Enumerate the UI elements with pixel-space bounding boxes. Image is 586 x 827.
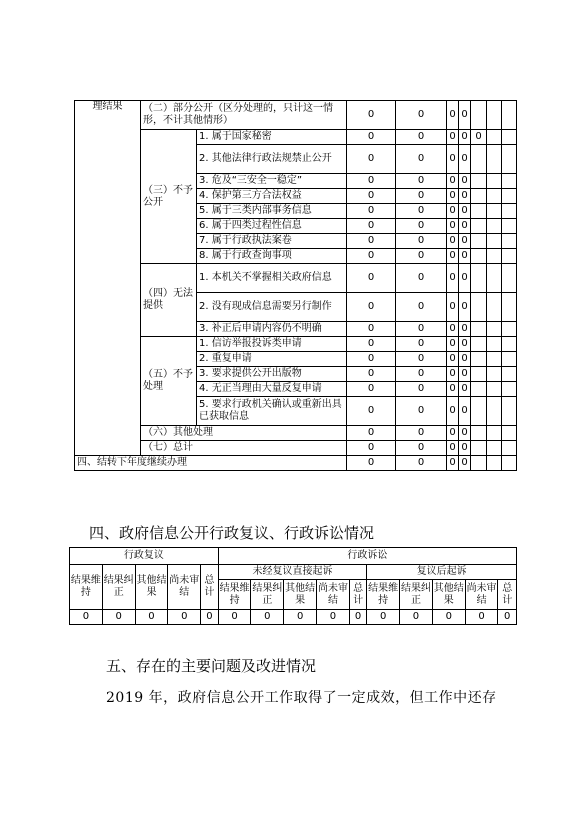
col-header: 尚未审结 bbox=[168, 565, 201, 610]
value-cell: 0 bbox=[459, 456, 471, 471]
row-label: 四、结转下年度继续办理 bbox=[75, 456, 347, 471]
value-cell bbox=[487, 382, 502, 397]
value-cell bbox=[502, 101, 517, 130]
value-cell bbox=[487, 174, 502, 189]
row-label: （六）其他处理 bbox=[141, 426, 347, 441]
value-cell bbox=[471, 234, 487, 249]
row-label: （二）部分公开（区分处理的，只计这一情形，不计其他情形） bbox=[141, 101, 347, 130]
value-cell: 0 bbox=[459, 426, 471, 441]
col-header: 结果纠正 bbox=[251, 580, 284, 610]
value-cell: 0 bbox=[447, 145, 459, 174]
value-cell: 0 bbox=[396, 293, 447, 322]
value-cell: 0 bbox=[447, 189, 459, 204]
col-header: 其他结果 bbox=[135, 565, 168, 610]
col-header: 结果维持 bbox=[70, 565, 103, 610]
row-label: 4. 无正当理由大量反复申请 bbox=[197, 382, 347, 397]
value-cell bbox=[502, 189, 517, 204]
row-label: （七）总计 bbox=[141, 441, 347, 456]
value-cell: 0 bbox=[459, 382, 471, 397]
value-cell: 0 bbox=[396, 426, 447, 441]
col-header: 其他结果 bbox=[432, 580, 465, 610]
value-cell: 0 bbox=[347, 145, 396, 174]
col-header: 其他结果 bbox=[284, 580, 317, 610]
value-cell bbox=[471, 189, 487, 204]
value-cell: 0 bbox=[396, 219, 447, 234]
value-cell: 0 bbox=[447, 293, 459, 322]
sub-category: （五）不予处理 bbox=[141, 337, 197, 426]
row-label: 1. 本机关不掌握相关政府信息 bbox=[197, 264, 347, 293]
value-cell: 0 bbox=[459, 101, 471, 130]
value-cell bbox=[502, 337, 517, 352]
value-cell bbox=[487, 130, 502, 145]
col-header: 结果维持 bbox=[367, 580, 400, 610]
value-cell: 0 bbox=[447, 397, 459, 426]
value-cell bbox=[487, 441, 502, 456]
value-cell bbox=[502, 130, 517, 145]
col-header: 尚未审结 bbox=[465, 580, 498, 610]
value-cell: 0 bbox=[347, 264, 396, 293]
col-header: 结果纠正 bbox=[400, 580, 433, 610]
value-cell: 0 bbox=[135, 610, 168, 625]
value-cell: 0 bbox=[396, 204, 447, 219]
value-cell: 0 bbox=[396, 322, 447, 337]
value-cell bbox=[502, 456, 517, 471]
value-cell: 0 bbox=[447, 204, 459, 219]
row-label: 5. 要求行政机关确认或重新出具已获取信息 bbox=[197, 397, 347, 426]
value-cell: 0 bbox=[347, 382, 396, 397]
value-cell bbox=[502, 264, 517, 293]
value-cell: 0 bbox=[396, 249, 447, 264]
value-cell bbox=[471, 174, 487, 189]
body-paragraph: 2019 年，政府信息公开工作取得了一定成效，但工作中还存 bbox=[106, 690, 497, 706]
value-cell: 0 bbox=[447, 264, 459, 293]
value-cell: 0 bbox=[459, 264, 471, 293]
value-cell bbox=[471, 367, 487, 382]
value-cell bbox=[471, 293, 487, 322]
value-cell: 0 bbox=[347, 249, 396, 264]
value-cell: 0 bbox=[447, 426, 459, 441]
row-label: 3. 危及“三安全一稳定” bbox=[197, 174, 347, 189]
admin-litigation-header: 行政诉讼 bbox=[218, 548, 516, 565]
section-heading: 四、政府信息公开行政复议、行政诉讼情况 bbox=[89, 524, 375, 542]
value-cell: 0 bbox=[447, 337, 459, 352]
value-cell: 0 bbox=[396, 145, 447, 174]
value-cell: 0 bbox=[218, 610, 251, 625]
value-cell: 0 bbox=[447, 234, 459, 249]
value-cell: 0 bbox=[396, 367, 447, 382]
value-cell bbox=[487, 219, 502, 234]
row-label: 3. 补正后申请内容仍不明确 bbox=[197, 322, 347, 337]
value-cell bbox=[502, 234, 517, 249]
value-cell: 0 bbox=[347, 204, 396, 219]
value-cell: 0 bbox=[459, 441, 471, 456]
row-label: 1. 属于国家秘密 bbox=[197, 130, 347, 145]
value-cell bbox=[502, 249, 517, 264]
value-cell bbox=[502, 426, 517, 441]
value-cell: 0 bbox=[396, 234, 447, 249]
value-cell: 0 bbox=[347, 322, 396, 337]
value-cell: 0 bbox=[471, 130, 487, 145]
review-litigation-table bbox=[69, 547, 517, 625]
row-label: 4. 保护第三方合法权益 bbox=[197, 189, 347, 204]
value-cell bbox=[471, 441, 487, 456]
value-cell: 0 bbox=[400, 610, 433, 625]
value-cell bbox=[471, 456, 487, 471]
value-cell bbox=[487, 397, 502, 426]
col-header: 尚未审结 bbox=[317, 580, 350, 610]
value-cell bbox=[502, 352, 517, 367]
value-cell: 0 bbox=[347, 456, 396, 471]
value-cell: 0 bbox=[347, 337, 396, 352]
value-cell: 0 bbox=[447, 456, 459, 471]
value-cell bbox=[502, 145, 517, 174]
after-review-header: 复议后起诉 bbox=[367, 565, 517, 580]
value-cell bbox=[471, 397, 487, 426]
value-cell: 0 bbox=[396, 441, 447, 456]
value-cell: 0 bbox=[459, 322, 471, 337]
value-cell bbox=[502, 174, 517, 189]
row-label: 1. 信访举报投诉类申请 bbox=[197, 337, 347, 352]
value-cell bbox=[487, 204, 502, 219]
value-cell: 0 bbox=[447, 174, 459, 189]
row-label: 2. 没有现成信息需要另行制作 bbox=[197, 293, 347, 322]
direct-suit-header: 未经复议直接起诉 bbox=[218, 565, 367, 580]
value-cell: 0 bbox=[447, 101, 459, 130]
value-cell bbox=[471, 219, 487, 234]
value-cell: 0 bbox=[498, 610, 517, 625]
value-cell: 0 bbox=[347, 441, 396, 456]
value-cell: 0 bbox=[347, 352, 396, 367]
row-label: 3. 要求提供公开出版物 bbox=[197, 367, 347, 382]
value-cell bbox=[487, 337, 502, 352]
value-cell: 0 bbox=[459, 234, 471, 249]
row-label: 6. 属于四类过程性信息 bbox=[197, 219, 347, 234]
value-cell: 0 bbox=[284, 610, 317, 625]
col-header: 总计 bbox=[201, 565, 218, 610]
value-cell: 0 bbox=[347, 293, 396, 322]
value-cell: 0 bbox=[349, 610, 366, 625]
value-cell: 0 bbox=[102, 610, 135, 625]
value-cell bbox=[487, 249, 502, 264]
col-header: 总计 bbox=[349, 580, 366, 610]
value-cell bbox=[502, 293, 517, 322]
value-cell: 0 bbox=[396, 174, 447, 189]
value-cell: 0 bbox=[396, 456, 447, 471]
col-header: 总计 bbox=[498, 580, 517, 610]
value-cell bbox=[471, 145, 487, 174]
value-cell bbox=[471, 426, 487, 441]
admin-review-header: 行政复议 bbox=[70, 548, 219, 565]
value-cell: 0 bbox=[447, 382, 459, 397]
value-cell bbox=[487, 145, 502, 174]
section-heading: 五、存在的主要问题及改进情况 bbox=[106, 657, 317, 675]
value-cell: 0 bbox=[396, 101, 447, 130]
value-cell: 0 bbox=[447, 367, 459, 382]
value-cell bbox=[471, 322, 487, 337]
value-cell: 0 bbox=[396, 352, 447, 367]
value-cell: 0 bbox=[396, 337, 447, 352]
value-cell: 0 bbox=[168, 610, 201, 625]
value-cell bbox=[502, 322, 517, 337]
value-cell bbox=[471, 352, 487, 367]
sub-category: （三）不予公开 bbox=[141, 130, 197, 264]
value-cell: 0 bbox=[367, 610, 400, 625]
value-cell: 0 bbox=[396, 130, 447, 145]
value-cell: 0 bbox=[347, 397, 396, 426]
value-cell: 0 bbox=[459, 367, 471, 382]
value-cell: 0 bbox=[459, 352, 471, 367]
value-cell: 0 bbox=[459, 219, 471, 234]
value-cell: 0 bbox=[459, 204, 471, 219]
value-cell: 0 bbox=[432, 610, 465, 625]
value-cell: 0 bbox=[447, 322, 459, 337]
value-cell: 0 bbox=[459, 145, 471, 174]
value-cell bbox=[502, 367, 517, 382]
value-cell: 0 bbox=[447, 441, 459, 456]
value-cell bbox=[471, 264, 487, 293]
value-cell: 0 bbox=[459, 130, 471, 145]
value-cell bbox=[487, 352, 502, 367]
row-label: 2. 重复申请 bbox=[197, 352, 347, 367]
value-cell: 0 bbox=[447, 130, 459, 145]
value-cell bbox=[487, 367, 502, 382]
value-cell bbox=[487, 189, 502, 204]
col-header: 结果纠正 bbox=[102, 565, 135, 610]
value-cell: 0 bbox=[347, 234, 396, 249]
value-cell bbox=[487, 293, 502, 322]
value-cell bbox=[502, 382, 517, 397]
value-cell: 0 bbox=[70, 610, 103, 625]
value-cell: 0 bbox=[251, 610, 284, 625]
value-cell bbox=[487, 426, 502, 441]
value-cell: 0 bbox=[347, 130, 396, 145]
value-cell: 0 bbox=[447, 249, 459, 264]
value-cell: 0 bbox=[459, 249, 471, 264]
value-cell: 0 bbox=[396, 397, 447, 426]
value-cell: 0 bbox=[459, 174, 471, 189]
value-cell bbox=[502, 441, 517, 456]
value-cell: 0 bbox=[459, 293, 471, 322]
value-cell bbox=[487, 264, 502, 293]
value-cell: 0 bbox=[465, 610, 498, 625]
value-cell bbox=[487, 456, 502, 471]
value-cell bbox=[471, 249, 487, 264]
value-cell bbox=[487, 101, 502, 130]
value-cell: 0 bbox=[347, 219, 396, 234]
row-label: 2. 其他法律行政法规禁止公开 bbox=[197, 145, 347, 174]
value-cell bbox=[487, 322, 502, 337]
row-label: 7. 属于行政执法案卷 bbox=[197, 234, 347, 249]
col-header: 结果维持 bbox=[218, 580, 251, 610]
value-cell: 0 bbox=[447, 219, 459, 234]
value-cell: 0 bbox=[459, 337, 471, 352]
value-cell bbox=[471, 337, 487, 352]
value-cell bbox=[471, 101, 487, 130]
value-cell: 0 bbox=[459, 189, 471, 204]
value-cell bbox=[502, 204, 517, 219]
value-cell: 0 bbox=[447, 352, 459, 367]
handling-results-table bbox=[74, 100, 517, 471]
value-cell bbox=[471, 204, 487, 219]
value-cell: 0 bbox=[347, 174, 396, 189]
value-cell: 0 bbox=[317, 610, 350, 625]
row-label: 8. 属于行政查询事项 bbox=[197, 249, 347, 264]
value-cell bbox=[487, 234, 502, 249]
value-cell bbox=[471, 382, 487, 397]
row-label: 5. 属于三类内部事务信息 bbox=[197, 204, 347, 219]
value-cell: 0 bbox=[347, 189, 396, 204]
value-cell: 0 bbox=[396, 264, 447, 293]
value-cell bbox=[502, 397, 517, 426]
value-cell: 0 bbox=[396, 382, 447, 397]
value-cell: 0 bbox=[347, 101, 396, 130]
value-cell: 0 bbox=[347, 426, 396, 441]
value-cell bbox=[502, 219, 517, 234]
category-cell: 理结果 bbox=[75, 101, 141, 456]
value-cell: 0 bbox=[201, 610, 218, 625]
value-cell: 0 bbox=[459, 397, 471, 426]
sub-category: （四）无法提供 bbox=[141, 264, 197, 337]
value-cell: 0 bbox=[396, 189, 447, 204]
value-cell: 0 bbox=[347, 367, 396, 382]
